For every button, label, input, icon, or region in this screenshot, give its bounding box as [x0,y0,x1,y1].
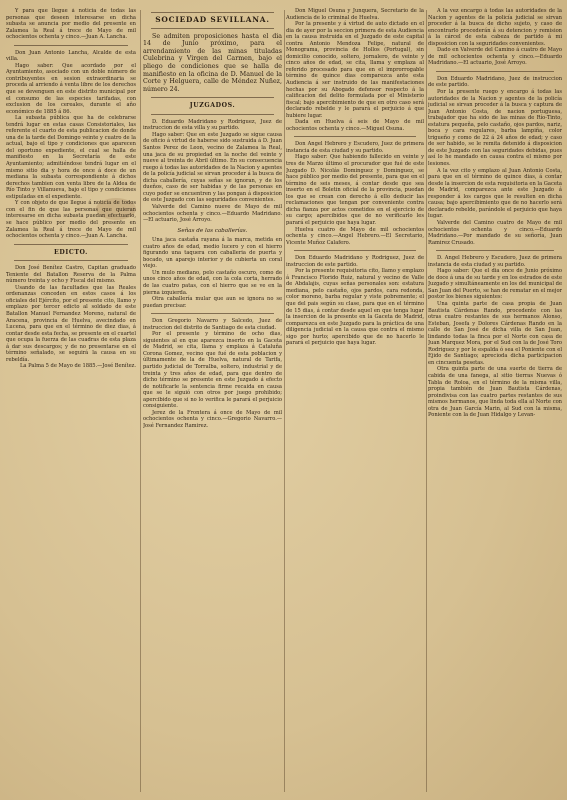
notice-signature: Dada en Huelva á seis de Mayo de mil ochocientos ochenta y cinco.—Miguel Osuna. [286,119,424,132]
notice-paragraph: La subasta pública que ha de celebrarse tendrá lugar en estas casas Consistoriales, las referente el cuarto de esta publicacion de donde una de la tarde del Domingo veinte y cuatro de la actual, bajo el tipo y condiciones que aparecen del oportuno expediente, el cual se halla de manifiesto en la Secretaría de este Ayuntamiento; admitiéndose tendrá lugar en el mismo sitio dia y hora de once á doce de un mediana la subasta correspondiente á dichos derechos tambien con venta libre de la Aldea de Río Tinto y Villanueva, bajo el tipo y condiciones estipuladas en el expediente. [6,115,136,200]
notice-signature: Valverde del Camino nueve de Mayo de mil ochocientos ochenta y cinco.—Eduardo Madridano.—El actuario, José Arroyo. [143,203,282,224]
notice-heading: Don Miguel Osuna y Junquera, Secretario de la Audiencia de lo criminal de Huelva. [286,8,424,21]
notice-paragraph: Una jaca castaña rayana á la marca, metida en cuatro años de edad, medio lucero y con el hierro figurando una taquera con caballeria de puerta y bocado, un aparejo interior y de cubierta un coral viejo. [143,237,282,270]
column-2 [143,8,282,796]
section-divider [151,12,274,13]
notice-paragraph: A la vez cito y emplazo al Juan Antonio Costa, para que en el término de quince dias, á contar desde la insercion de esta requisitoria en la Gaceta de Madrid, comparezca ante este Juzgado á responder á los cargos que le resulten en dicha causa; bajo apercibimiento que de no hacerlo será declarado rebelde, parándole el perjuicio que haya lugar. [428,167,562,220]
section-heading-juzgados: JUZGADOS. [189,102,236,110]
section-heading-edicto: EDICTO. [54,248,88,256]
column-rule [426,10,427,792]
notice-heading: Don Angel Hebrero y Escudero, Juez de primera instancia de esta ciudad y su partido. [286,141,424,154]
notice-paragraph: Y con objeto de que llegue á noticia de todos con el fin de que las personas que quieran interesarse en dicha subasta puedan efectuarlo, se hace público por medio del presente en Zalamea la Real á trece de Mayo de mil ochocientos ochenta y cinco.—Juan A. Lancha. [6,200,136,240]
notice-signature: Huelva cuatro de Mayo de mil ochocientos ochenta y cinco.—Angel Hebrero.—El Secretario, Vicente Muñoz Calafero. [286,226,424,246]
section-divider [294,136,416,137]
notice-paragraph: Por el presente y término de ocho dias, siguientes al en que aparezca inserto en la Gaceta de Madrid, se cita, llama y emplaza á Cataluña Corona Gomez, vecino que fué de esta poblacion y últimamente de la de Huelva, natural de Tarifa, partido judicial de Torralba, soltero, industrial y de treinta y tres años de edad, para que dentro de dicho término se presente en este Juzgado á efecto de notificarle la sentencia firme recaida en causa que se le siguió con otros por juego prohibido; apercibido que si no lo verifica le parará el perjuicio consiguiente. [143,331,282,410]
notice-paragraph: Hago saber: Que acordado por el Ayuntamiento, asociado con un doble número de contribuyentes en sesion extraordinaria se proceda al arriendo á venta libre de los derechos que se devenguen en este distrito municipal por el consumo de las especies tarifadas, con exclusion de los cereales, durante el año económico de 1885 á 86. [6,62,136,115]
column-4 [428,8,562,796]
notice-signature: Dado en Valverde del Camino á cuatro de Mayo de mil ochocientos ochenta y cinco.—Eduardo Madridano.—El actuario, José Arroyo. [428,47,562,67]
notice-paragraph: Otra quinta parte de una suerte de tierra de cabida de una fanega, al sitio tierras Nuevas ó Tabla de Roloa, en el término de la misma villa, propia también de Juan Bautista Cárdenas, proindivisa con las cuatro partes restantes de sus mismos hermanos, que linda toda ella al Norte con otra de Juan García Marin, al Sud con la misma, Poniente con la de Juan Hidalgo y Levan- [428,366,562,419]
notice-paragraph: Otra caballería mular que aun se ignora no se puedan precisar. [143,296,282,309]
notice-signature: Valverde del Camino cuatro de Mayo de mil ochocientos ochenta y cinco.—Eduardo Madridano.—Por mandado de su señoría, Juan Ramirez Crusado. [428,219,562,246]
notice-paragraph: Hago saber: Que el dia once de Junio próximo de doce á una de su tarde y en los estrados de este Juzgado y simultáneamente en los del municipal de San Juan del Puerto, se han de rematar en el mejor postor los bienes siguientes: [428,268,562,301]
subheading-senas: Señas de las caballerías. [177,227,248,234]
notice-heading: Don Gregorio Navarro y Salcedo, Juez de instruccion del distrito de Santiago de esta ciudad. [143,318,282,331]
column-rule [284,10,285,792]
notice-paragraph: Y para que llegue á noticia de todas las personas que deseen interesarse en dicha subasta se anuncia por medio del presente en Zalamea la Real á trece de Mayo de mil ochocientos ochenta y cinco.—Juan A. Lancha. [6,8,136,41]
section-divider [151,313,274,314]
notice-signature: La Palma 5 de Mayo de 1885.—José Benítez. [20,363,136,370]
section-divider [294,250,416,251]
notice-heading: D. Angel Hebrero y Escudero, Juez de primera instancia de esta ciudad y su partido. [428,255,562,268]
section-divider [14,260,128,261]
section-divider [14,45,128,46]
notice-paragraph: Una quinta parte de casa propia de Juan Bautista Cárdenas Rando, procedente con las otras cuatro restantes de sus hermanos Alonso, Esteban, Josefa y Dolores Cárdenas Rando en la calle de San José de dicha villa de San Juan, lindando todas la finca por el Norte con casa de Juan Marquez Mora, por el Sud con la de José Toro Rodriguez y por le espalda ó sea el Poniente con el Ejido de Santiago; aprecioda dicha participacion en cincuenta pesetas. [428,300,562,366]
notice-paragraph: Hago saber: Que habiendo fallecido en veinte y tres de Marzo último el procurador que fué de este Juzgado D. Nicolás Dominguez y Dominguez, se hace público por medio del presente, para que en el término de seis meses, á contar desde que sea inserto en el Boletin oficial de la provincia, puedan los que se crean con derecho á ello deducir las reclamaciones que tengan por conveniente contra dicha fianza por actos cometidos en el ejercicio de su cargo; apercibidos que de no verificarlo les parará el perjuicio que haya lugar. [286,154,424,226]
notice-heading: Don Eduardo Madridano, Juez de instruccion de este partido. [428,75,562,89]
column-1 [6,8,136,796]
notice-signature: Jerez de la Frontera á once de Mayo de mil ochocientos ochenta y cinco.—Gregorio Navarro.—José Fernandez Ramirez. [143,409,282,429]
column-3 [286,8,424,796]
section-divider [151,97,274,98]
society-notice: Se admiten proposiciones hasta el dia 14 de Junio próximo, para el arrendamiento de las minas tituladas Culebrina y Virgen del Carmen, bajo el pliego de condiciones que se halla de manifiesto en la oficina de D. Manuel de la Corte y Helguera, calle de Méndez Nuñez, número 24. [143,32,282,93]
notice-paragraph: Por la presente ruego y encargo á todas las autoridades de la Nacion y agentes de la policía judicial se sirvan proceder á la busca y captura de Juan Antonio Costa, de nacion portuguesa, trabajador que ha sido de las minas de Río-Tinto, estatura pequeña, pelo castaño, ojos pardos, nariz, boca y cara regulares, barba lampiña, color trigueño y como de 22 á 24 años de edad; y caso de ser habido, se le remita detenido á disposicion de este Juzgado con las seguridades debidas, pues así lo he mandado en causa contra el mismo por lesiones. [428,89,562,168]
section-divider [151,28,274,29]
section-divider [14,244,128,245]
section-divider [436,250,554,251]
notice-heading: Don Eduardo Madridano y Rodriguez, Juez de instruccion de este partido. [286,255,424,268]
notice-heading: Don José Benítez Castro, Capitan graduado Teniente del Batallon Reserva de la Palma número treinta y ocho y Fiscal del mismo. [6,265,136,285]
notice-paragraph: Usando de las facultades que las Reales ordenanzas conceden en estos casos á los oficiales del Ejército, por el presente cito, llamo y emplazo por tercer edicto al soldado de este Batallon Manuel Fernandez Moreno, natural de Aracena, provincia de Huelva, avecindado en Lucena, para que en el término de diez dias, á contar desde esta fecha, se presente en el cuartel que ocupa la fuerza de las cuadras de esta plaza á dar sus descargos; y de no presentarse en el término señalado, se seguirá la causa en su rebeldía. [6,284,136,363]
column-rule [140,10,141,792]
notice-paragraph: A la vez encargo á todas las autoridades de la Nacion y agentes de la policía judicial se sirvan proceder á la busca de dicho sujeto, y caso de encontrarlo procederán á su detencion y remision á la cárcel de esta cabeza de partido á mi disposicion con la seguridades convenientes. [428,8,562,47]
notice-heading: D. Eduardo Madridano y Rodriguez, Juez de instruccion de esta villa y su partido. [143,118,282,132]
section-divider [436,71,554,72]
notice-paragraph: Por la presente y á virtud de auto dictado en el dia de ayer por la seccion primera de esta Audiencia en la causa instruida en el Juzgado de este capital contra Antonio Mendoza Felipe, natural de Monograma, provincia de Hollos (Portugal), sin domicilio conocido, soltero, jornalero, de veinte y cinco años de edad, se cita, llama y emplaza al referido procesado para que en el improrrogable término de quince dias comparezca ante esta Audiencia á ser instruido de las manifestaciones hechas por su Abogado defensor respecto á la calificacion del delito formulada por el Ministerio fiscal; bajo apercibimiento de que en otro caso será declarado rebelde y le parará el perjuicio á que hubiere lugar. [286,21,424,119]
section-divider [151,114,274,115]
notice-paragraph: Por la presente requisitoria cito, llamo y emplazo á Francisco Florido Ruiz, natural y vecino de Valle de Abdalajis, cuyas señas personales son: estatura mediana, pelo castaño, ojos pardos, cara redonda, color moreno, barba regular y viste pobremente; el que del pais según su clase, para que en el término de 15 dias, á contar desde aquel en que tenga lugar la insercion de la presente en la Gaceta de Madrid, comparezca en este Juzgado para la práctica de una diligencia judicial en la causa que contra el mismo sigo por hurto; apercibido que de no hacerlo le parará el perjuicio que haya lugar. [286,268,424,347]
society-title: SOCIEDAD SEVILLANA. [155,15,270,24]
notice-paragraph: Hago saber: Que en este Juzgado se sigue causa de oficio á virtud de haberse sido sustraida á D. Juan Santos Perez de Leon, vecino de Zalamea la Real, una jaca de su propiedad en la noche del veinte y nueve al treinta de Abril último. En su consecuencia ruego á todas las autoridades de la Nacion y agentes de la policía judicial se sirvan proceder á la busca de dicha caballería, cuyas señas se ignoran, y de los dueños, caso de ser habidas y de las personas en cuyo poder se encuentren y las pongan á disposicion de este Juzgado con las seguridades convenientes. [143,131,282,204]
notice-paragraph: Un mulo mediano, pelo castaño oscuro, como de unos cinco años de edad, con la cola corta, herrado de las cuatro patas, con el hierro que se ve en la pierna izquierda. [143,269,282,296]
notice-heading: Don Juan Antonio Lancha, Alcalde de esta villa. [6,49,136,63]
